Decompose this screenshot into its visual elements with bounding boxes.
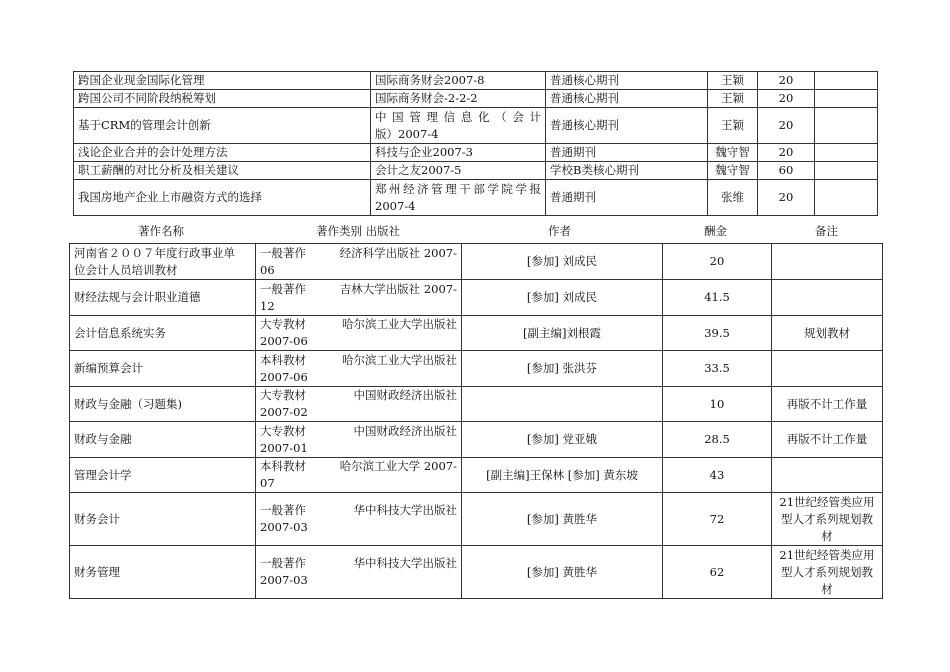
table-row [70,280,883,316]
paper-points: 20 [758,72,815,90]
paper-journal: 国际商务财会2007-8 [371,72,546,90]
book-name [70,244,256,280]
book-author: [副主编]刘根霞 [462,316,663,351]
book-publisher: 哈尔滨工业大学出版社 [342,317,457,331]
paper-points: 20 [758,180,815,216]
book-fee: 20 [663,244,772,280]
paper-level: 普通期刊 [546,180,708,216]
book-author: [参加] 刘成民 [462,280,663,316]
paper-note [815,90,878,108]
book-pub-date: 2007-06 [260,369,308,384]
book-name-line: 位会计人员培训教材 [74,262,178,277]
table-row [70,458,883,493]
book-pub-date: 07 [260,476,275,490]
paper-title: 基于CRM的管理会计创新 [74,108,371,144]
book-name: 财务管理 [70,546,256,599]
book-type-publisher [256,316,462,351]
paper-points: 20 [758,90,815,108]
paper-points: 60 [758,162,815,180]
book-publisher: 中国财政经济出版社 [353,423,457,438]
paper-note [815,72,878,90]
book-fee: 43 [663,458,772,493]
book-type-publisher [256,244,462,280]
book-note [772,546,883,599]
book-author: [参加] 刘成民 [462,244,663,280]
paper-note [815,108,878,144]
paper-journal [371,180,546,216]
book-pub-date: 12 [260,298,275,313]
book-publisher: 华中科技大学出版社 [353,556,457,570]
paper-journal [371,108,546,144]
book-fee: 72 [663,493,772,546]
book-type: 大专教材 [260,388,306,402]
note-line: 型人才系列规划教 [781,564,873,579]
book-name: 管理会计学 [70,458,256,493]
book-fee: 39.5 [663,316,772,351]
book-name: 财政与金融 [70,422,256,458]
book-fee: 33.5 [663,351,772,387]
paper-note [815,144,878,162]
header-book-name: 著作名称 [138,224,184,238]
paper-note [815,162,878,180]
paper-points: 20 [758,144,815,162]
journal-line: 2007-4 [375,198,416,213]
book-type: 本科教材 [260,352,306,367]
book-type: 一般著作 [260,556,306,570]
paper-author: 魏守智 [708,162,758,180]
paper-author: 王颖 [708,108,758,144]
papers-table [73,71,878,216]
book-publisher: 中国财政经济出版社 [353,388,457,402]
book-fee: 62 [663,546,772,599]
note-line: 材 [821,528,833,543]
header-type-publisher: 著作类别 出版社 [316,224,401,238]
book-name: 新编预算会计 [70,351,256,387]
header-fee: 酬金 [704,224,727,238]
book-author: [副主编]王保林 [参加] 黄东坡 [462,458,663,493]
book-type-publisher [256,351,462,387]
book-note [772,280,883,316]
paper-title: 职工薪酬的对比分析及相关建议 [74,162,371,180]
paper-title: 浅论企业合并的会计处理方法 [74,144,371,162]
table-row [74,144,878,162]
book-author: [参加] 张洪芬 [462,351,663,387]
paper-level: 学校B类核心期刊 [546,162,708,180]
book-name: 会计信息系统实务 [70,316,256,351]
table-row [70,244,883,280]
book-name: 财务会计 [70,493,256,546]
paper-points: 20 [758,108,815,144]
book-pub-date: 2007-03 [260,520,308,534]
book-pub-date: 2007-02 [260,405,308,419]
table-row [74,72,878,90]
book-fee: 41.5 [663,280,772,316]
book-note: 再版不计工作量 [772,422,883,458]
paper-author: 魏守智 [708,144,758,162]
table-row [74,180,878,216]
book-type: 一般著作 [260,245,306,260]
book-type-publisher [256,493,462,546]
book-type: 一般著作 [260,281,306,296]
book-author: [参加] 黄胜华 [462,546,663,599]
book-note: 规划教材 [772,316,883,351]
paper-author: 王颖 [708,90,758,108]
book-fee: 10 [663,387,772,422]
paper-level: 普通核心期刊 [546,72,708,90]
paper-author: 张维 [708,180,758,216]
book-note [772,351,883,387]
table-row [70,316,883,351]
book-type: 本科教材 [260,459,306,473]
table-row [74,108,878,144]
book-type-publisher [256,387,462,422]
paper-note [815,180,878,216]
book-pub-date: 2007-01 [260,440,308,455]
book-type-publisher [256,422,462,458]
paper-level: 普通期刊 [546,144,708,162]
journal-line: 郑州经济管理干部学院学报 [375,181,541,196]
table-row [74,90,878,108]
book-type: 大专教材 [260,317,306,331]
book-type: 一般著作 [260,503,306,517]
book-publisher: 经济科学出版社 2007- [339,245,457,260]
table-row [70,493,883,546]
book-type: 大专教材 [260,423,306,438]
paper-level: 普通核心期刊 [546,108,708,144]
book-author [462,387,663,422]
book-publisher: 哈尔滨工业大学 2007- [339,459,457,473]
book-author: [参加] 党亚娥 [462,422,663,458]
header-author: 作者 [548,224,571,238]
book-note [772,493,883,546]
books-table [69,243,883,599]
table-row [70,387,883,422]
paper-journal: 科技与企业2007-3 [371,144,546,162]
book-publisher: 吉林大学出版社 2007- [339,281,457,296]
book-note: 再版不计工作量 [772,387,883,422]
book-note [772,458,883,493]
paper-title: 跨国公司不同阶段纳税筹划 [74,90,371,108]
book-fee: 28.5 [663,422,772,458]
book-pub-date: 2007-06 [260,334,308,348]
book-name: 财经法规与会计职业道德 [70,280,256,316]
paper-level: 普通核心期刊 [546,90,708,108]
book-type-publisher [256,280,462,316]
book-name-line: 河南省２００７年度行政事业单 [74,245,235,260]
journal-line: 版）2007-4 [375,126,439,141]
book-name: 财政与金融（习题集) [70,387,256,422]
paper-author: 王颖 [708,72,758,90]
table-row [74,162,878,180]
book-publisher: 哈尔滨工业大学出版社 [342,352,457,367]
table-row [70,351,883,387]
book-note [772,244,883,280]
table-row [70,546,883,599]
paper-journal: 会计之友2007-5 [371,162,546,180]
note-line: 材 [821,581,833,596]
paper-title: 我国房地产企业上市融资方式的选择 [74,180,371,216]
table-row [70,422,883,458]
note-line: 21世纪经管类应用 [779,494,875,509]
book-type-publisher [256,458,462,493]
paper-journal: 国际商务财会-2-2-2 [371,90,546,108]
book-publisher: 华中科技大学出版社 [353,503,457,517]
note-line: 型人才系列规划教 [781,511,873,526]
book-pub-date: 06 [260,262,275,277]
book-type-publisher [256,546,462,599]
header-note: 备注 [815,224,838,238]
paper-title: 跨国企业现金国际化管理 [74,72,371,90]
note-line: 21世纪经管类应用 [779,547,875,562]
book-author: [参加] 黄胜华 [462,493,663,546]
journal-line: 中国管理信息化（会计 [375,109,541,124]
book-pub-date: 2007-03 [260,573,308,587]
